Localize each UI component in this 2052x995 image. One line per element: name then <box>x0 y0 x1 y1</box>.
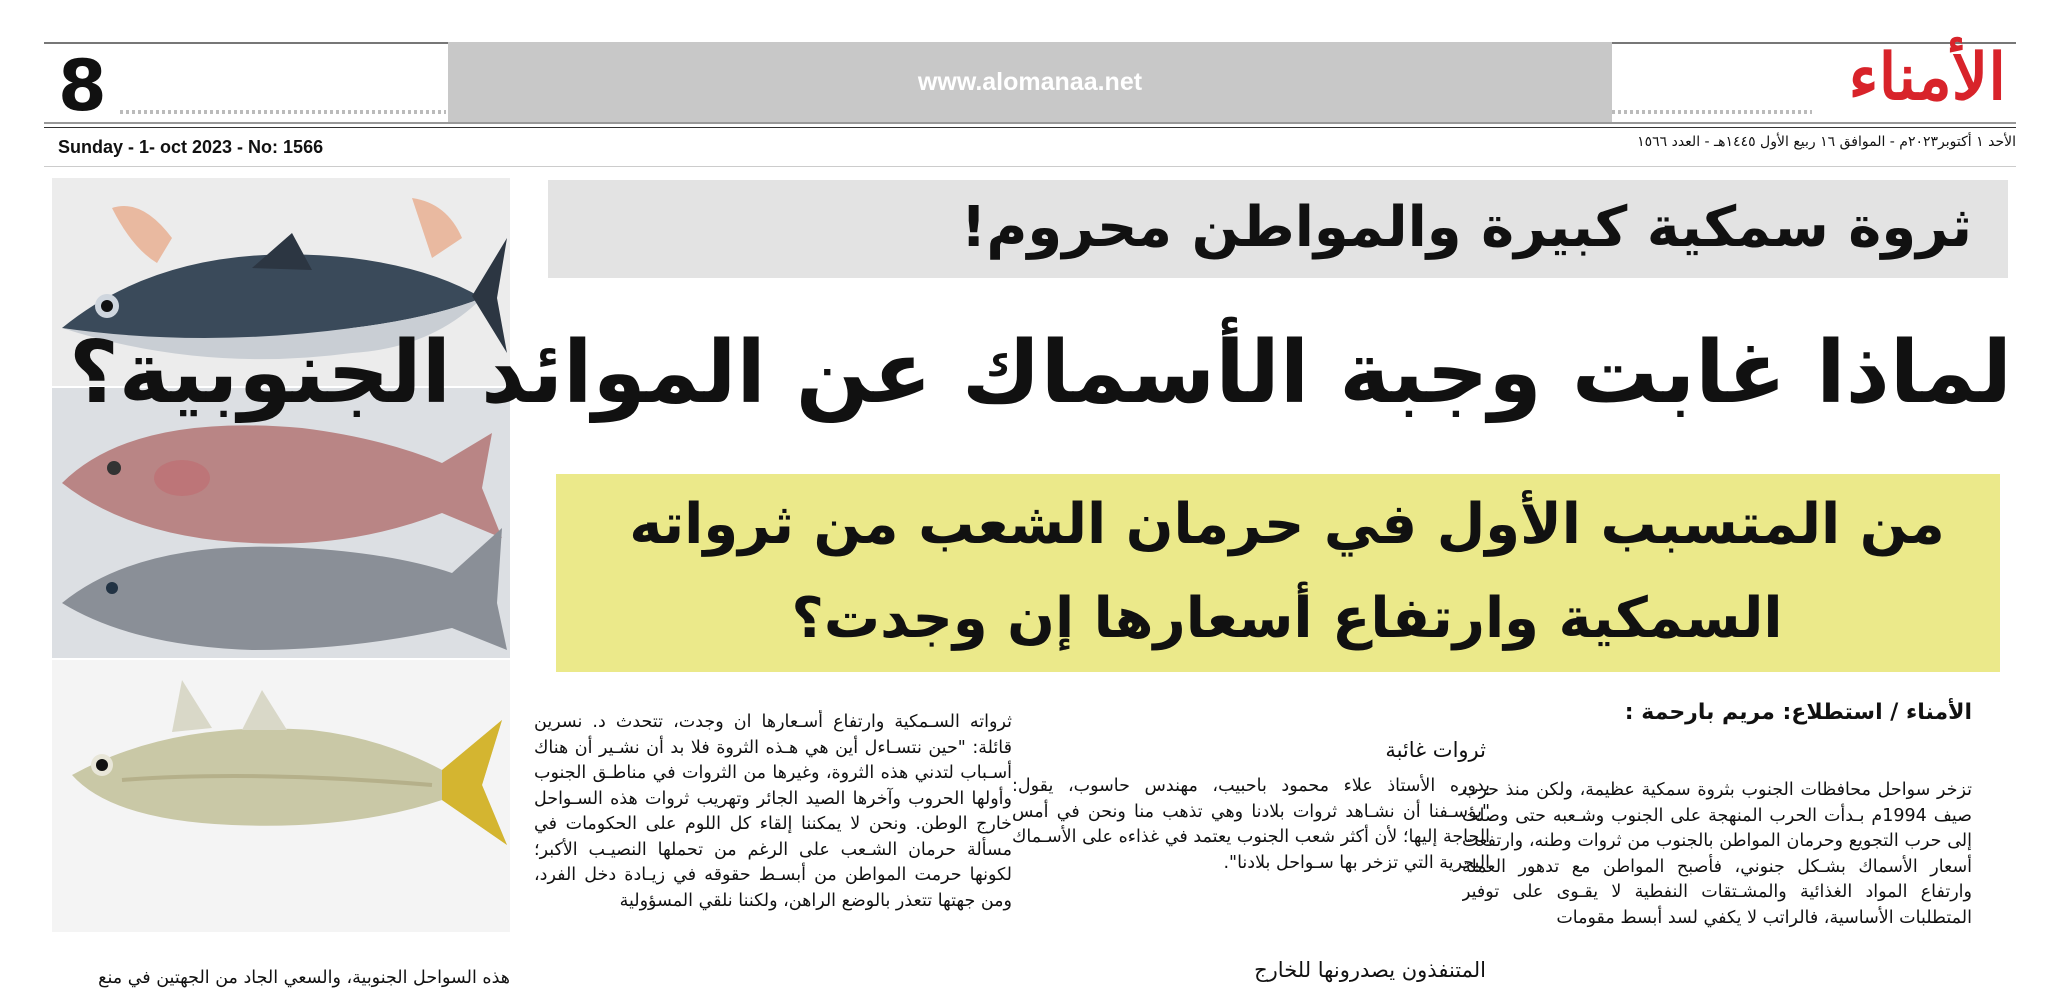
masthead-dots-left <box>120 110 446 114</box>
page-number: 8 <box>58 45 107 127</box>
date-english: Sunday - 1- oct 2023 - No: 1566 <box>58 137 324 157</box>
column-4 <box>52 966 510 995</box>
column-3-text: ثرواته السـمكية وارتفاع أسـعارها ان وجدت، تتحدث د. نسرين قائلة: "حين نتسـاءل أين هي هـذه الثروة فلا بد أن نشـير أن هناك أسـباب لتدني هذه الثروة، وغيرها من الثروات في مناطـق الجنوب وأولها الحروب وآخرها الصيد الجائر وتهريب ثروات هذه السـواحل خارج الوطن. ونحن لا يمكننا إلقاء كل اللوم على الحكومات في مسألة حرمان الشـعب على الرغم من تحملها النصيـب الأكبر؛ لكونها حرمت المواطن من أبسـط حقوقه في زيـادة دخل الفرد، ومن جهتها تتعذر بالوضع الراهن، ولكننا نلقي المسؤولية <box>534 712 1012 911</box>
column-1-text: تزخر سواحل محافظات الجنوب بثروة سمكية عظيمة، ولكن منذ حرب صيف 1994م بـدأت الحرب المنهجة على الجنوب وشـعبه حتى وصلت إلى حرب التجويع وحرمان المواطن بالجنوب من ثروات وطنه، وارتفعت أسعار الأسماك بشـكل جنوني، فأصبح المواطن مع تدهور العملة وارتفاع المواد الغذائية والمشـتقات النفطية لا يقـوى على توفير المتطلبات الأساسية، فالراتب لا يكفي لسد أبسط مقومات <box>1462 780 1972 928</box>
newspaper-logo: الأمناء <box>1848 40 2006 115</box>
column-3 <box>534 710 1012 994</box>
dateline-rule-lower <box>44 166 2016 167</box>
dateline-rule <box>44 127 2016 128</box>
column-2-text: بدوره الأستاذ علاء محمود باحبيب، مهندس حاسوب، يقول: "يؤسـفنا أن نشـاهد ثروات بلادنا وهي تذهب منا ونحن في أمس الحاجة إليها؛ لأن أكثر شعب الجنوب يعتمد في غذاءه على الأسـماك البحرية التي تزخر بها سـواحل بلادنا". <box>1012 776 1490 873</box>
subhead-missing-wealth: ثروات غائبة <box>1385 738 1486 762</box>
subhead-exported-abroad: المتنفذون يصدرونها للخارج <box>1254 958 1486 982</box>
column-1 <box>1462 778 1972 993</box>
column-2 <box>1012 774 1490 924</box>
subheadline-line-1: من المتسبب الأول في حرمان الشعب من ثرواته <box>629 492 1945 557</box>
column-4-text: هذه السواحل الجنوبية، والسعي الجاد من الجهتين في منع <box>98 968 510 988</box>
article-headline: لماذا غابت وجبة الأسماك عن الموائد الجنوبية؟ <box>68 323 2012 423</box>
website-url[interactable]: www.alomanaa.net <box>448 42 1612 122</box>
byline: الأمناء / استطلاع: مريم بارحمة : <box>1624 700 1972 725</box>
jack-mackerel-photo <box>52 660 510 932</box>
subheadline-line-2: السمكية وارتفاع أسعارها إن وجدت؟ <box>791 586 1783 651</box>
date-arabic: الأحد ١ أكتوبر٢٠٢٣م - الموافق ١٦ ربيع الأول ١٤٤٥هـ - العدد ١٥٦٦ <box>1637 134 2016 150</box>
article-kicker: ثروة سمكية كبيرة والمواطن محروم! <box>960 195 1972 260</box>
masthead-dots-right <box>1612 110 1812 114</box>
